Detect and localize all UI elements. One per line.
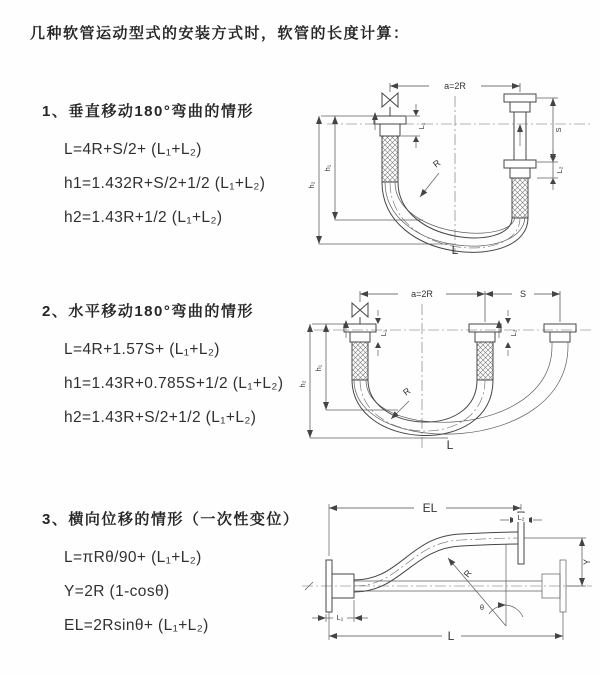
dimension-width — [360, 289, 560, 322]
formula-length: L=4R+1.57S+ (L₁+L₂) — [64, 341, 220, 358]
section-3-formulas — [64, 541, 299, 643]
formula-h1: h1=1.432R+S/2+1/2 (L₁+L₂) — [64, 175, 266, 192]
dimension-heights — [298, 324, 448, 438]
section-1-heading: 1、垂直移动180°弯曲的情形 — [42, 103, 254, 120]
dimension-fitting-left — [401, 104, 426, 148]
height-inner-dim-label: h₁ — [323, 164, 332, 172]
angle-label: θ — [479, 603, 485, 612]
dimension-length — [329, 612, 563, 643]
length-label: L — [451, 243, 459, 257]
section-1-formulas — [64, 133, 265, 235]
fitting-top-dim-label: L₂ — [517, 513, 525, 522]
centerlines — [302, 582, 592, 590]
diagram-lateral-offset — [296, 496, 596, 648]
dimension-fitting-right — [537, 150, 564, 190]
hose-u-bend-drawing — [352, 346, 568, 436]
width-dim-label: a=2R — [444, 81, 466, 91]
diagram-horizontal-u-bend — [298, 280, 598, 452]
radius-label: R — [461, 567, 474, 580]
fitting-left-dim-label: L₁ — [379, 329, 388, 337]
offset-dim-label: Y — [582, 558, 592, 566]
valve-icon — [352, 303, 368, 324]
valve-icon — [382, 93, 398, 116]
dimension-travel — [537, 98, 563, 162]
radius-and-angle-construction — [448, 544, 523, 626]
height-inner-dim-label: h₁ — [314, 364, 323, 372]
height-outer-dim-label: h₂ — [307, 181, 316, 189]
page-title: 几种软管运动型式的安装方式时，软管的长度计算： — [30, 25, 410, 42]
height-outer-dim-label: h₂ — [298, 380, 307, 388]
right-hose-fitting — [504, 94, 536, 218]
formula-y: Y=2R (1-cosθ) — [64, 583, 170, 600]
section-3-heading: 3、横向位移的情形（一次性变位） — [42, 511, 300, 528]
fitting-right-dim-label: L₂ — [555, 166, 564, 174]
dimension-fitting-top — [500, 513, 542, 523]
travel-dim-label: S — [519, 289, 527, 299]
effective-length-label: EL — [422, 501, 438, 515]
radius-label: R — [431, 157, 443, 170]
radius-callout — [420, 157, 443, 197]
dimension-fitting-middle — [505, 310, 518, 356]
formula-length: L=πRθ/90+ (L₁+L₂) — [64, 549, 202, 566]
radius-label: R — [401, 385, 413, 398]
fitting-left-dim-label: L₁ — [336, 613, 344, 622]
dimension-fitting-left — [375, 310, 388, 356]
left-hose-fitting — [372, 112, 406, 182]
formula-h2: h2=1.43R+1/2 (L₁+L₂) — [64, 209, 223, 226]
formula-el: EL=2Rsinθ+ (L₁+L₂) — [64, 617, 209, 634]
section-2-formulas — [64, 333, 283, 435]
fitting-right-dim-label: L₂ — [509, 329, 518, 337]
section-lateral-offset — [42, 508, 299, 643]
fitting-left-dim-label: L₁ — [417, 122, 426, 130]
dimension-fitting-left — [312, 600, 368, 622]
section-horizontal-movement — [42, 300, 283, 435]
formula-h2: h2=1.43R+S/2+1/2 (L₁+L₂) — [64, 409, 257, 426]
diagram-vertical-u-bend — [305, 70, 595, 258]
dimension-width — [390, 81, 520, 92]
width-dim-label: a=2R — [411, 289, 433, 299]
right-hose-fitting — [544, 324, 576, 346]
left-hose-fitting — [343, 320, 376, 380]
formula-h1: h1=1.43R+0.785S+1/2 (L₁+L₂) — [64, 375, 284, 392]
section-vertical-movement — [42, 100, 265, 235]
dimension-offset — [524, 538, 592, 586]
centerlines — [327, 96, 592, 254]
section-2-heading: 2、水平移动180°弯曲的情形 — [42, 303, 254, 320]
dimension-effective-length — [329, 501, 521, 556]
hose-s-curve-drawing — [354, 512, 566, 612]
middle-hose-fitting — [469, 320, 502, 380]
formula-length: L=4R+S/2+ (L₁+L₂) — [64, 141, 202, 158]
travel-dim-label: S — [554, 127, 563, 133]
length-label: L — [446, 438, 454, 452]
length-label: L — [447, 629, 455, 643]
